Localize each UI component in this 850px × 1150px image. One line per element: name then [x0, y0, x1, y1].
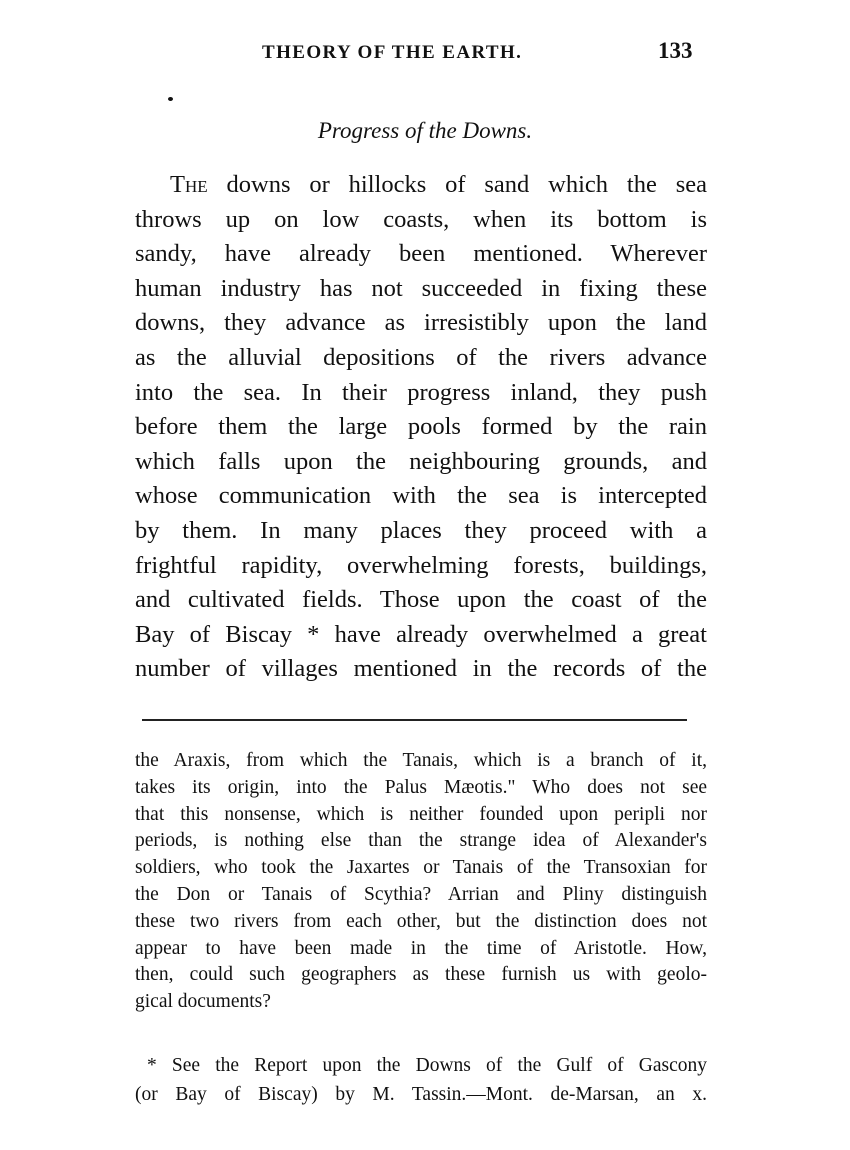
footnote-line: the Don or Tanais of Scythia? Arrian and Pliny distinguish [135, 883, 707, 905]
body-text [135, 168, 707, 687]
body-line: Bay of Biscay * have already overwhelmed a great [135, 620, 707, 648]
footnote-line: (or Bay of Biscay) by M. Tassin.—Mont. de-Marsan, an x. [135, 1084, 707, 1105]
section-title: Progress of the Downs. [317, 118, 533, 143]
body-line: number of villages mentioned in the records of the [135, 655, 707, 683]
body-line: sandy, have already been mentioned. Wherever [135, 240, 707, 268]
body-line: as the alluvial depositions of the rivers advance [135, 343, 707, 371]
page-number: 133 [658, 38, 693, 63]
footnote-line: takes its origin, into the Palus Mæotis." Who does not see [135, 776, 707, 798]
drop-first-word: The [170, 171, 208, 198]
body-line: before them the large pools formed by the rain [135, 413, 707, 441]
footnote-line: the Araxis, from which the Tanais, which is a branch of it, [135, 750, 707, 771]
body-line: which falls upon the neighbouring grounds, and [135, 447, 707, 475]
body-line: frightful rapidity, overwhelming forests, buildings, [135, 551, 707, 579]
footnote-star [135, 1051, 707, 1109]
footnote-line: soldiers, who took the Jaxartes or Tanais of the Transoxian for [135, 857, 707, 879]
body-line: downs, they advance as irresistibly upon the land [135, 309, 707, 337]
footnote-line: * See the Report upon the Downs of the Gulf of Gascony [147, 1055, 707, 1076]
footnote-line: these two rivers from each other, but the distinction does not [135, 910, 707, 932]
footnote-line: periods, is nothing else than the strange idea of Alexander's [135, 830, 707, 852]
footnote-line: appear to have been made in the time of Aristotle. How, [135, 937, 707, 959]
body-line: throws up on low coasts, when its bottom is [135, 205, 707, 233]
footnote-continued [135, 748, 707, 1016]
footnote-line: gical documents? [135, 991, 271, 1013]
body-line: into the sea. In their progress inland, they push [135, 378, 707, 406]
body-line: and cultivated fields. Those upon the coast of the [135, 586, 707, 614]
footnote-line: that this nonsense, which is neither founded upon peripli nor [135, 803, 707, 825]
body-line: whose communication with the sea is intercepted [135, 482, 707, 510]
footnote-line: then, could such geographers as these furnish us with geolo- [135, 964, 707, 986]
body-line: The downs or hillocks of sand which the sea [170, 171, 707, 198]
body-line: by them. In many places they proceed with a [135, 516, 707, 544]
body-line: human industry has not succeeded in fixing these [135, 274, 707, 302]
running-head: THEORY OF THE EARTH. [262, 42, 523, 63]
footnote-rule [142, 719, 687, 721]
stray-ink-mark [168, 97, 173, 101]
